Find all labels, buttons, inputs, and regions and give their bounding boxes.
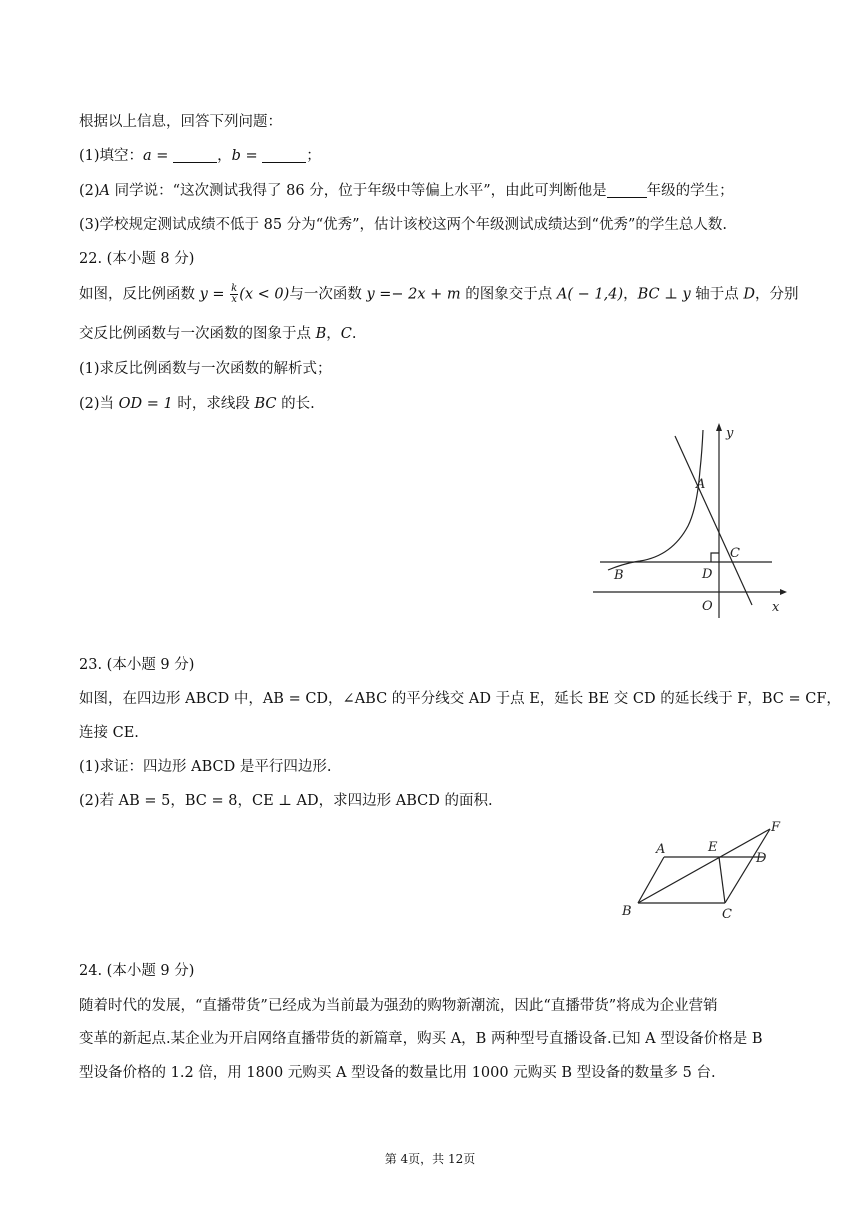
q23-part1: (1)求证：四边形 ABCD 是平行四边形. xyxy=(79,759,332,775)
label-B: B xyxy=(614,568,624,583)
q22-frac-num: k xyxy=(231,283,238,294)
q22-line2-sep: ， xyxy=(326,326,341,342)
label-A: A xyxy=(656,842,666,857)
q21-part2-end: 年级的学生； xyxy=(646,183,734,199)
y-axis-arrow xyxy=(716,423,722,431)
q22-part2-c: 的长. xyxy=(276,396,315,412)
q22-line2-text: 交反比例函数与一次函数的图象于点 xyxy=(79,326,316,342)
q22-perp: BC ⊥ y xyxy=(637,286,691,303)
answer-blank-grade[interactable] xyxy=(607,183,647,198)
q22-point-a: A( − 1,4) xyxy=(556,286,624,303)
q21-part1-prefix: (1)填空： xyxy=(79,148,144,164)
q23-line2: 连接 CE. xyxy=(79,725,139,741)
q22-text-a: 如图，反比例函数 xyxy=(79,286,200,303)
q21-part2 xyxy=(79,181,734,201)
q24-line2: 变革的新起点.某企业为开启网络直播带货的新篇章，购买 A，B 两种型号直播设备.已知 A 型设备价格是 B xyxy=(79,1031,763,1047)
linear-function-line xyxy=(675,436,752,605)
q21-part2-var: A xyxy=(99,183,111,199)
hyperbola-curve xyxy=(608,430,706,570)
q24-line1: 随着时代的发展，“直播带货”已经成为当前最为强劲的购物新潮流，因此“直播带货”将成为企业营销 xyxy=(79,998,718,1014)
q22-part2 xyxy=(79,394,315,414)
q22-part2-b: 时，求线段 xyxy=(172,396,255,412)
label-B: B xyxy=(622,904,632,919)
segment-ce xyxy=(719,857,725,903)
q23-figure xyxy=(615,815,790,925)
q23-part2: (2)若 AB = 5，BC = 8，CE ⊥ AD，求四边形 ABCD 的面积. xyxy=(79,793,493,809)
page-footer: 第 4页，共 12页 xyxy=(384,1152,476,1166)
x-axis-arrow xyxy=(780,589,787,595)
q22-line2-c: C xyxy=(340,326,352,342)
q21-part1 xyxy=(79,146,321,166)
q22-func1-cond: (x < 0) xyxy=(239,286,290,303)
q22-line2-b: B xyxy=(315,326,327,342)
label-x: x xyxy=(772,600,780,615)
label-C: C xyxy=(730,546,740,561)
q22-func1-lhs: y = xyxy=(199,286,230,303)
q24-heading: 24. (本小题 9 分) xyxy=(79,963,195,979)
q22-text-b: 与一次函数 xyxy=(289,286,367,303)
label-y: y xyxy=(726,426,734,441)
q21-part2-prefix: (2) xyxy=(79,183,100,199)
label-C: C xyxy=(722,907,732,922)
q22-line2 xyxy=(79,324,356,344)
q22-line1 xyxy=(79,284,799,305)
q22-func2: y =− 2x + m xyxy=(366,286,461,303)
q22-text-f: ，分别 xyxy=(755,286,799,303)
q22-fraction xyxy=(230,284,238,305)
segment-cf xyxy=(725,829,770,903)
q22-part1: (1)求反比例函数与一次函数的解析式； xyxy=(79,361,332,377)
q24-line3: 型设备价格的 1.2 倍，用 1800 元购买 A 型设备的数量比用 1000 元购买 B 型设备的数量多 5 台. xyxy=(79,1065,716,1081)
label-D: D xyxy=(756,851,767,866)
q22-text-e: 轴于点 xyxy=(690,286,744,303)
q21-var-a: a = xyxy=(143,148,174,164)
q21-sep: ， xyxy=(217,148,232,164)
q21-part2-text: 同学说：“这次测试我得了 86 分，位于年级中等偏上水平”，由此可判断他是 xyxy=(110,183,607,199)
label-F: F xyxy=(771,820,781,835)
q21-var-b: b = xyxy=(231,148,263,164)
label-A: A xyxy=(696,477,706,492)
q22-text-d: ， xyxy=(623,286,638,303)
q22-line2-end: . xyxy=(351,326,357,342)
q21-part1-end: ； xyxy=(306,148,321,164)
q21-part3: (3)学校规定测试成绩不低于 85 分为“优秀”，估计该校这两个年级测试成绩达到“优秀”的学生总人数. xyxy=(79,217,727,233)
q22-point-d: D xyxy=(743,286,756,303)
q22-frac-den: x xyxy=(231,294,238,305)
label-E: E xyxy=(708,840,718,855)
q22-part2-od: OD = 1 xyxy=(118,396,173,412)
intro-text: 根据以上信息，回答下列问题： xyxy=(79,114,282,130)
q22-heading: 22. (本小题 8 分) xyxy=(79,251,195,267)
answer-blank-a[interactable] xyxy=(173,148,217,163)
q23-heading: 23. (本小题 9 分) xyxy=(79,657,195,673)
q23-line1: 如图，在四边形 ABCD 中，AB = CD，∠ABC 的平分线交 AD 于点 E，延长 BE 交 CD 的延长线于 F，BC = CF， xyxy=(79,691,841,707)
segment-bf xyxy=(638,829,770,903)
label-O: O xyxy=(702,599,713,614)
q22-figure xyxy=(590,418,790,618)
q22-part2-a: (2)当 xyxy=(79,396,119,412)
answer-blank-b[interactable] xyxy=(262,148,306,163)
q22-part2-bc: BC xyxy=(254,396,277,412)
q22-text-c: 的图象交于点 xyxy=(460,286,557,303)
label-D: D xyxy=(702,567,713,582)
right-angle-mark xyxy=(711,553,719,562)
